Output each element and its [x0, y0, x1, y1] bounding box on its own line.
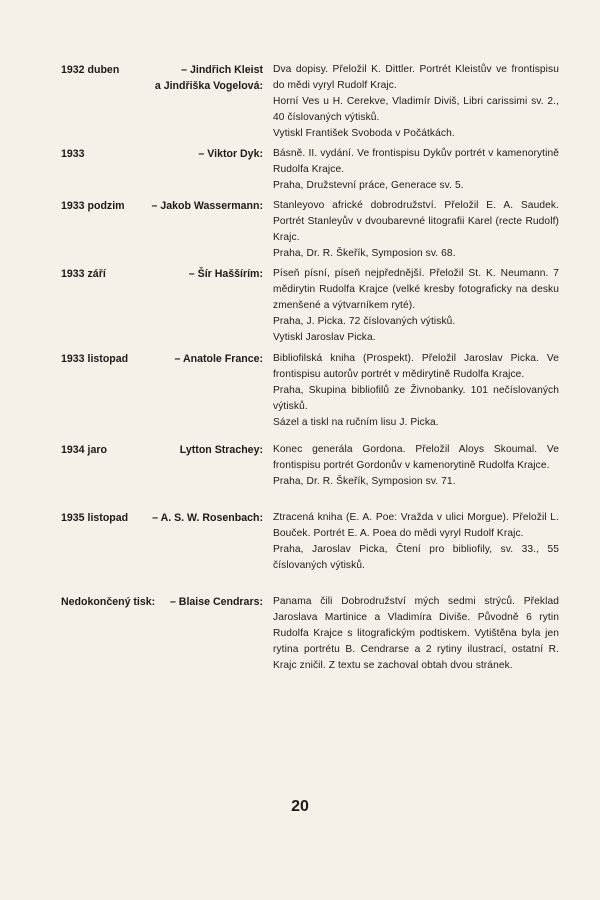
entry-author — [152, 510, 263, 526]
entry-description — [273, 351, 559, 431]
description-paragraph: Bibliofilská kniha (Prospekt). Přeložil Jaroslav Picka. Ve frontispisu autorův portrét v mědirytině Rudolfa Krajce. — [273, 353, 559, 380]
description-paragraph: Panama čili Dobrodružství mých sedmi strýců. Překlad Jaroslava Martinice a Vladimíra Diviše. Původně 6 rytin Rudolfa Krajce s litografickým podtiskem. Vytištěna byla jen rytina portrétu B. Cendrarse a 2 rytiny ilustrací, ostatní R. Krajc zničil. Z textu se zachoval obtah dvou stránek. — [273, 596, 559, 671]
entry-author — [198, 146, 263, 162]
page-number: 20 — [291, 798, 309, 815]
bibliography-entry — [0, 510, 600, 594]
entry-author — [155, 62, 263, 94]
description-paragraph: Dva dopisy. Přeložil K. Dittler. Portrét Kleistův ve frontispisu do mědi vyryl Rudolf Krajc. — [273, 64, 559, 91]
author-line: – Viktor Dyk: — [198, 148, 263, 160]
author-line: – Blaise Cendrars: — [169, 596, 263, 608]
description-paragraph: Stanleyovo africké dobrodružství. Přeložil E. A. Saudek. Portrét Stanleyův v dvoubarevné litografii Karel (recte Rudolf) Krajc. — [273, 200, 559, 243]
bibliography-entry — [0, 266, 600, 351]
entry-author — [180, 442, 263, 458]
author-line: – Jindřich Kleist — [181, 64, 263, 76]
description-paragraph: Píseň písní, píseň nejpřednější. Přeložil St. K. Neumann. 7 mědirytin Rudolfa Krajce (velké kresby fotograficky na desku zmenšené a výtvarníkem ryté). — [273, 268, 559, 311]
entry-date: 1933 podzim — [61, 200, 125, 212]
author-line: – A. S. W. Rosenbach: — [152, 512, 263, 524]
entry-date: 1933 září — [61, 268, 106, 280]
description-paragraph: Praha, Dr. R. Škeřík, Symposion sv. 71. — [273, 476, 456, 487]
description-paragraph: Básně. II. vydání. Ve frontispisu Dykův portrét v kamenorytině Rudolfa Krajce. — [273, 148, 559, 175]
entry-date: Nedokončený tisk: — [61, 596, 156, 608]
entry-description — [273, 146, 559, 194]
description-paragraph: Praha, J. Picka. 72 číslovaných výtisků. — [273, 316, 456, 327]
entry-date: 1932 duben — [61, 64, 120, 76]
entry-date: 1933 listopad — [61, 353, 129, 365]
description-paragraph: Konec generála Gordona. Přeložil Aloys Skoumal. Ve frontispisu portrét Gordonův v kamenorytině Rudolfa Krajce. — [273, 444, 559, 471]
description-paragraph: Horní Ves u H. Cerekve, Vladimír Diviš, Libri carissimi sv. 2., 40 číslovaných výtisků. — [273, 96, 559, 123]
description-paragraph: Ztracená kniha (E. A. Poe: Vražda v ulici Morgue). Přeložil L. Bouček. Portrét E. A. Poea do mědi vyryl Rudolf Krajc. — [273, 512, 559, 539]
entry-description — [273, 62, 559, 142]
entry-author — [170, 594, 263, 610]
author-line: Lytton Strachey: — [179, 444, 263, 456]
author-line: – Jakob Wassermann: — [151, 200, 263, 212]
bibliography-entry — [0, 198, 600, 266]
bibliography-entry — [0, 442, 600, 510]
description-paragraph: Praha, Družstevní práce, Generace sv. 5. — [273, 180, 464, 191]
bibliography-entry — [0, 351, 600, 442]
description-paragraph: Sázel a tiskl na ručním lisu J. Picka. — [273, 417, 439, 428]
entry-date: 1933 — [61, 148, 85, 160]
bibliography-entry — [0, 594, 600, 694]
entry-date: 1934 jaro — [61, 444, 107, 456]
description-paragraph: Praha, Jaroslav Picka, Čtení pro bibliofily, sv. 33., 55 číslovaných výtisků. — [273, 544, 559, 571]
entry-author — [152, 198, 263, 214]
description-paragraph: Praha, Skupina bibliofilů ze Živnobanky. 101 nečíslovaných výtisků. — [273, 385, 559, 412]
author-line: – Anatole France: — [174, 353, 263, 365]
entry-date: 1935 listopad — [61, 512, 129, 524]
entry-author — [189, 266, 263, 282]
bibliography-entry — [0, 146, 600, 198]
entry-description — [273, 510, 559, 574]
bibliography-list — [0, 62, 600, 694]
entry-description — [273, 266, 559, 346]
bibliography-entry — [0, 62, 600, 146]
entry-description — [273, 442, 559, 490]
author-line: a Jindřiška Vogelová: — [154, 80, 263, 92]
description-paragraph: Vytiskl František Svoboda v Počátkách. — [273, 128, 455, 139]
author-line: – Šír Haššírím: — [188, 268, 263, 280]
entry-author — [175, 351, 264, 367]
entry-description — [273, 594, 559, 674]
entry-description — [273, 198, 559, 262]
description-paragraph: Vytiskl Jaroslav Picka. — [273, 332, 376, 343]
description-paragraph: Praha, Dr. R. Škeřík, Symposion sv. 68. — [273, 248, 456, 259]
